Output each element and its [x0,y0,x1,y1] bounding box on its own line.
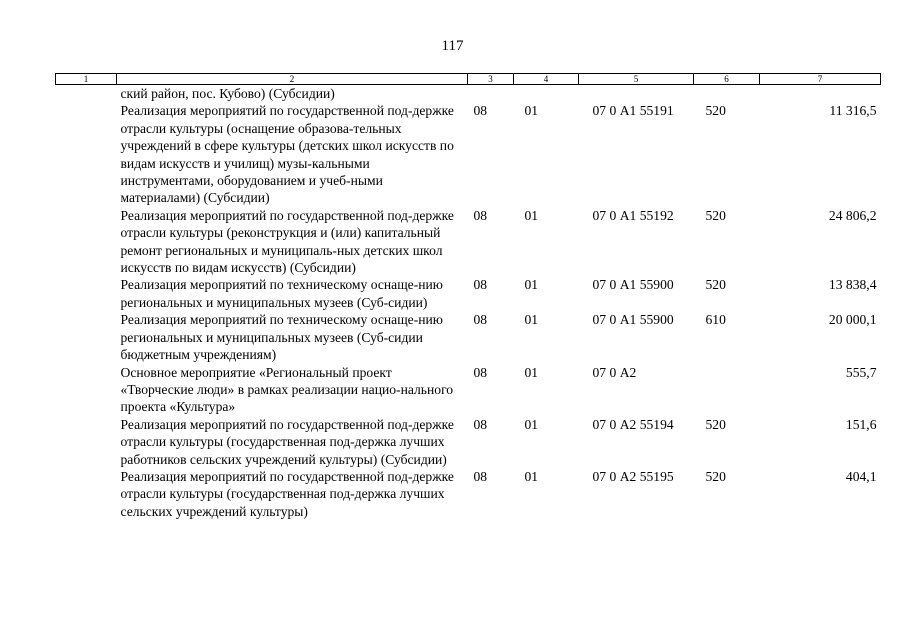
cell-amount: 20 000,1 [828,312,877,328]
header-col-6: 6 [694,74,760,85]
cell-target-code: 07 0 А1 55191 [592,103,674,119]
cell-amount: 555,7 [845,364,877,380]
cell-target-code: 07 0 А1 55192 [592,207,674,223]
cell-expense-type: 520 [705,207,726,223]
cell-section: 08 [473,468,488,484]
cell-item-name: Реализация мероприятий по техническому оснаще-нию региональных и муниципальных музеев (Суб-сидии бюджетным учреждениям) [120,312,443,363]
cell-col-1 [56,416,117,468]
table-row [56,364,881,416]
cell-expense-type: 520 [705,103,726,119]
cell-amount: 11 316,5 [829,103,877,119]
table-header-row [56,74,881,85]
cell-target-code: 07 0 А1 55900 [592,312,674,328]
cell-target-code: 07 0 А2 55195 [592,468,674,484]
header-col-2: 2 [117,74,468,85]
header-col-1: 1 [56,74,117,85]
header-col-7: 7 [760,74,881,85]
cell-item-name: Реализация мероприятий по государственной под-держке отрасли культуры (оснащение образова-тельных учреждений в сфере культуры (детских школ искусств по видам искусств и училищ) музы-кальными инструментами, оборудованием и учеб-ными материалами) (Субсидии) [120,103,454,206]
cell-subsection: 01 [524,364,539,380]
cell-subsection: 01 [524,312,539,328]
cell-amount: 24 806,2 [828,207,877,223]
cell-expense-type [694,85,760,103]
cell-section: 08 [473,103,488,119]
cell-item-name: Реализация мероприятий по техническому оснаще-нию региональных и муниципальных музеев (Суб-сидии) [120,277,443,310]
cell-subsection: 01 [524,103,539,119]
cell-subsection: 01 [524,207,539,223]
table-row [56,85,881,103]
cell-col-1 [56,468,117,520]
cell-col-1 [56,85,117,103]
cell-item-name: Основное мероприятие «Региональный проект «Творческие люди» в рамках реализации нацио-нального проекта «Культура» [120,364,454,415]
table-row [56,207,881,277]
cell-section: 08 [473,364,488,380]
header-col-5: 5 [579,74,694,85]
cell-target-code [579,85,694,103]
cell-amount [760,85,881,103]
cell-amount: 13 838,4 [828,277,877,293]
header-col-3: 3 [468,74,514,85]
cell-subsection [514,85,579,103]
cell-expense-type [694,364,760,416]
cell-col-1 [56,311,117,363]
budget-table [55,73,881,520]
cell-item-name: Реализация мероприятий по государственной под-держке отрасли культуры (реконструкция и (или) капитальный ремонт региональных и муниципаль-ных детских школ искусств по видам искусств) (Субсидии) [120,207,454,276]
cell-expense-type: 520 [705,468,726,484]
cell-col-1 [56,207,117,277]
cell-section: 08 [473,207,488,223]
page-number: 117 [441,38,464,54]
cell-target-code: 07 0 А1 55900 [592,277,674,293]
cell-section [468,85,514,103]
cell-subsection: 01 [524,277,539,293]
table-row [56,102,881,206]
cell-item-name: Реализация мероприятий по государственной под-держке отрасли культуры (государственная под-держка лучших сельских учреждений культуры) [120,468,454,519]
cell-amount: 404,1 [845,468,877,484]
header-col-4: 4 [514,74,579,85]
cell-item-name: ский район, пос. Кубово) (Субсидии) [120,86,335,101]
cell-target-code: 07 0 А2 55194 [592,416,674,432]
cell-section: 08 [473,312,488,328]
cell-item-name: Реализация мероприятий по государственной под-держке отрасли культуры (государственная под-держка лучших работников сельских учреждений культуры) (Субсидии) [120,416,454,467]
cell-expense-type: 520 [705,416,726,432]
table-row [56,416,881,468]
cell-section: 08 [473,277,488,293]
cell-expense-type: 520 [705,277,726,293]
table-row [56,468,881,520]
cell-col-1 [56,276,117,311]
cell-subsection: 01 [524,416,539,432]
table-row [56,311,881,363]
cell-amount: 151,6 [845,416,877,432]
cell-expense-type: 610 [705,312,726,328]
cell-subsection: 01 [524,468,539,484]
table-row [56,276,881,311]
cell-col-1 [56,364,117,416]
cell-target-code: 07 0 А2 [592,364,637,380]
cell-section: 08 [473,416,488,432]
cell-col-1 [56,102,117,206]
